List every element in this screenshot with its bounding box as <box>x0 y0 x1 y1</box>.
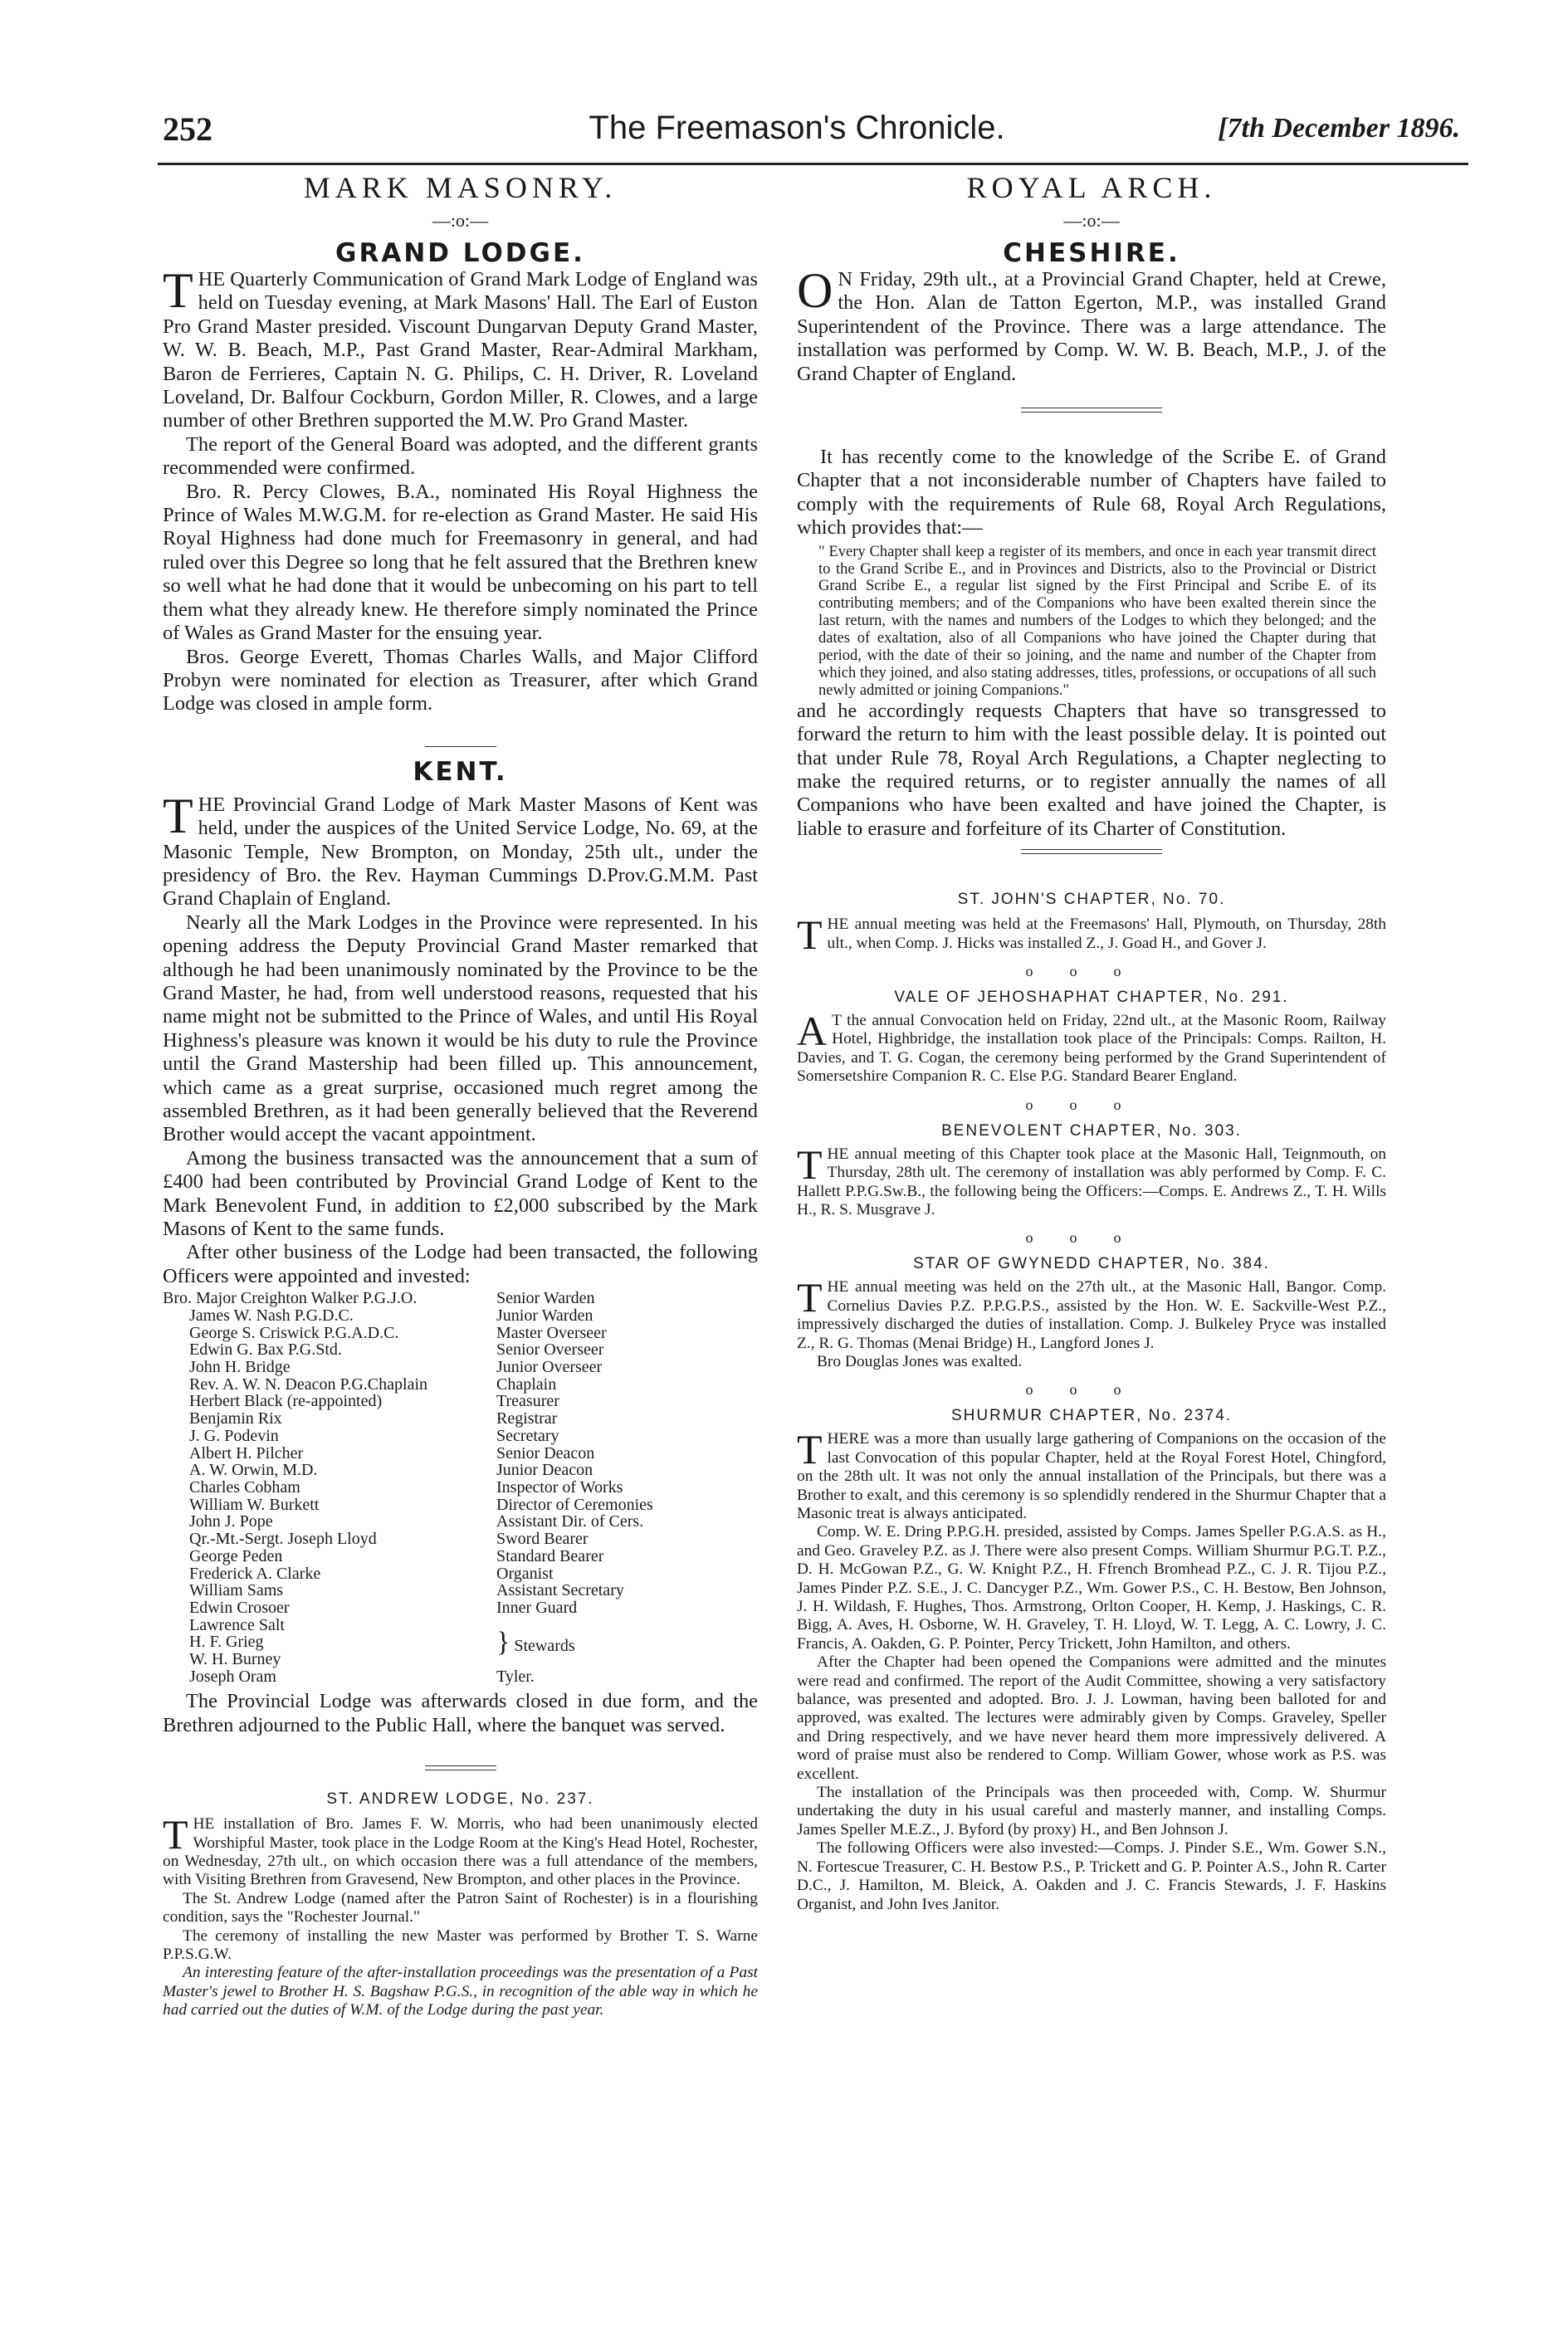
officers-table <box>163 1290 653 1685</box>
officer-name: George S. Criswick P.G.A.D.C. <box>189 1323 399 1342</box>
brace-glyph: } <box>496 1626 510 1658</box>
separator-ooo: ooo <box>1025 1096 1158 1113</box>
heading-st-johns-chapter: ST. JOHN'S CHAPTER, No. 70. <box>957 891 1226 909</box>
grand-lodge-para-1: THE Quarterly Communication of Grand Mark Lodge of England was held on Tuesday evening, at Mark Masons' Hall. The Earl of Euston Pro Grand Master presided. Viscount Dungarvan Deputy Grand Master, W. W. B. Beach, M.P., Past Grand Master, Rear-Admiral Markham, Baron de Ferrieres, Captain N. G. Philips, C. H. Driver, R. Loveland Loveland, Dr. Balfour Cockburn, Gordon Miller, R. Clowes, and a large number of other Brethren supported the M.W. Pro Grand Master. <box>163 263 758 432</box>
officer-name: William Sams <box>189 1581 284 1600</box>
officer-office: Senior Deacon <box>496 1443 595 1462</box>
officer-office: Standard Bearer <box>496 1546 604 1565</box>
officer-office: Treasurer <box>496 1392 559 1411</box>
right-column <box>797 170 1386 1914</box>
gwynedd-para-1: THE annual meeting was held on the 27th ult., at the Masonic Hall, Bangor. Comp. Cornelius Davies P.Z. P.P.G.P.S., assisted by the Hon. W. E. Sackville-West P.Z., impressively discharged the duties of installation. Comp. J. Bulkeley Pryce was installed Z., R. G. Thomas (Menai Bridge) H., Langford Jones J. <box>797 1274 1386 1352</box>
officer-name: Edwin G. Bax P.G.Std. <box>189 1340 342 1360</box>
officer-name: Frederick A. Clarke <box>189 1564 321 1583</box>
drop-cap: T <box>797 1140 823 1188</box>
officer-office: Senior Overseer <box>496 1340 604 1360</box>
officer-office: Organist <box>496 1564 554 1583</box>
steward-office: Stewards <box>514 1636 575 1655</box>
officer-office: Junior Warden <box>496 1306 593 1325</box>
officer-name: Rev. A. W. N. Deacon P.G.Chaplain <box>189 1375 428 1394</box>
kent-para-2: Nearly all the Mark Lodges in the Province were represented. In his opening address the Deputy Provincial Grand Master remarked that although he had been unanimously nominated by the Province to be the Grand Master, he had, from well understood reasons, requested that his name might not be submitted to the Prince of Wales, and until His Royal Highness's pleasure was known it would be his duty to rule the Province until the Grand Mastership had been filled up. This announcement, which came as a great surprise, occasioned much regret among the assembled Brethren, as it had been generally believed that the Reverend Brother would accept the vacant appointment. <box>163 911 758 1146</box>
officer-office: Senior Warden <box>496 1289 595 1308</box>
heading-shurmur-chapter: SHURMUR CHAPTER, No. 2374. <box>950 1407 1233 1425</box>
officer-name: Joseph Oram <box>189 1667 276 1686</box>
steward-name: W. H. Burney <box>189 1650 281 1669</box>
officer-name: A. W. Orwin, M.D. <box>189 1461 318 1480</box>
officer-office: Junior Deacon <box>496 1461 593 1480</box>
officer-office: Registrar <box>496 1409 558 1428</box>
drop-cap: T <box>163 788 193 843</box>
officer-office: Director of Ceremonies <box>496 1495 653 1514</box>
officer-name: Benjamin Rix <box>189 1409 282 1428</box>
shurmur-para-1: THERE was a more than usually large gathering of Companions on the occasion of the last Convocation of this popular Chapter, held at the Royal Forest Hotel, Chingford, on the 28th ult. It was not only the annual installation of the Principals, but there was a Brother to exalt, and this ceremony is so splendidly rendered in the Shurmur Chapter that a Masonic treat is always anticipated. <box>797 1426 1386 1522</box>
shurmur-para-5: The following Officers were also invested:—Comps. J. Pinder S.E., Wm. Gower S.N., N. Fortescue Treasurer, C. H. Bestow P.S., P. Trickett and G. P. Pointer A.S., John R. Carter D.C., J. Hamilton, M. Bleick, A. Oakden and J. C. Francis Stewards, J. F. Haskins Organist, and John Ives Janitor. <box>797 1839 1386 1913</box>
officer-name: Herbert Black (re-appointed) <box>189 1392 383 1411</box>
divider-rule <box>1021 849 1162 854</box>
officers-row-stewards <box>163 1617 653 1668</box>
officers-row <box>163 1531 653 1548</box>
section-divider: —:o:— <box>1063 210 1120 231</box>
officers-row <box>163 1565 653 1583</box>
officers-row <box>163 1599 653 1617</box>
officer-name: Albert H. Pilcher <box>189 1443 304 1462</box>
heading-star-of-gwynedd: STAR OF GWYNEDD CHAPTER, No. 384. <box>913 1255 1270 1273</box>
heading-grand-lodge: GRAND LODGE. <box>335 238 585 268</box>
rule-68-quote: " Every Chapter shall keep a register of its members, and once in each year transmit direct to the Grand Scribe E., and in Provinces and Districts, also to the Provincial or District Grand Scribe E., a regular list signed by the First Principal and Scribe E. of its contributing members; and of the Companions who have been exalted therein since the last return, with the names and numbers of the Lodges to which they belonged; and the dates of exaltation, also of all Companions who have joined the Chapter during that period, with the date of their so joining, and the name and number of the Chapter from which they joined, and also stating addresses, titles, professions, or occupations of all such newly admitted or joining Companions." <box>818 543 1376 699</box>
heading-kent: KENT. <box>413 756 508 787</box>
separator-ooo: ooo <box>1025 1229 1158 1247</box>
officer-office: Tyler. <box>496 1667 535 1686</box>
officer-name: John J. Pope <box>189 1512 273 1531</box>
officers-row <box>163 1325 653 1342</box>
grand-lodge-para-2: The report of the General Board was adopted, and the different grants recommended were confirmed. <box>163 432 758 480</box>
officers-row-tyler <box>163 1668 653 1686</box>
officer-office: Inner Guard <box>496 1598 578 1617</box>
drop-cap: T <box>163 263 193 318</box>
officer-name: George Peden <box>189 1546 283 1565</box>
grand-lodge-para-3: Bro. R. Percy Clowes, B.A., nominated His Royal Highness the Prince of Wales M.W.G.M. for re-election as Grand Master. He said His Royal Highness had done much for Freemasonry in general, and had ruled over this Degree so long that he felt assured that the Brethren knew so well what he had done that it would be unbecoming on his part to tell them what they already knew. He therefore simply nominated the Prince of Wales as Grand Master for the ensuing year. <box>163 480 758 645</box>
st-john-para-1: THE annual meeting was held at the Freemasons' Hall, Plymouth, on Thursday, 28th ult., when Comp. J. Hicks was installed Z., J. Goad H., and Gover J. <box>797 911 1386 959</box>
officers-row <box>163 1290 653 1307</box>
steward-name: Lawrence Salt <box>189 1615 285 1634</box>
heading-st-andrew: ST. ANDREW LODGE, No. 237. <box>326 1790 594 1809</box>
kent-para-1: THE Provincial Grand Lodge of Mark Master Masons of Kent was held, under the auspices of the United Service Lodge, No. 69, at the Masonic Temple, New Brompton, on Monday, 25th ult., under the presidency of Bro. the Rev. Hayman Cummings D.Prov.G.M.M. Past Grand Chaplain of England. <box>163 788 758 911</box>
section-title-royal-arch: ROYAL ARCH. <box>966 171 1217 204</box>
officers-row <box>163 1462 653 1479</box>
drop-cap: T <box>797 1274 823 1321</box>
shurmur-para-4: The installation of the Principals was then proceeded with, Comp. W. Shurmur undertaking the duty in his usual careful and masterly manner, and installing Comps. James Speller M.E.Z., J. Byford (by proxy) H., and Ben Johnson J. <box>797 1784 1386 1838</box>
officer-office: Assistant Secretary <box>496 1581 624 1600</box>
officer-office: Inspector of Works <box>496 1477 623 1497</box>
shurmur-para-3: After the Chapter had been opened the Companions were admitted and the minutes were read and confirmed. The report of the Audit Committee, showing a very satisfactory balance, was presented and adopted. Bro. J. J. Lowman, having been balloted for and approved, was exalted. The lectures were admirably given by Comps. Graveley, Speller and Dring respectively, and we have never heard them more impressively delivered. A word of praise must also be rendered to Comp. William Gower, whose work as P.S. was excellent. <box>797 1653 1386 1783</box>
divider-rule <box>425 746 496 747</box>
officer-name: John H. Bridge <box>189 1358 291 1377</box>
officers-row <box>163 1376 653 1394</box>
drop-cap: O <box>797 263 833 318</box>
shurmur-para-2: Comp. W. E. Dring P.P.G.H. presided, assisted by Comps. James Speller P.G.A.S. as H., and Geo. Graveley P.Z. as J. There were also present Comps. William Shurmur P.G.T. P.Z., D. H. McGowan P.Z., G. W. Knight P.Z., H. Ffrench Bromhead P.Z., C. J. R. Tijou P.Z., James Pinder P.Z. S.E., J. C. Dancyger P.Z., Wm. Gower P.S., C. H. Bestow, Ben Johnson, J. H. Wildash, F. Hughes, Thos. Armstrong, Orlton Cooper, H. Kemp, J. Haskings, C. R. Bigg, A. Aves, H. Osborne, W. H. Graveley, T. H. Lloyd, W. T. Legg, A. C. Lowry, J. C. Francis, A. Oakden, G. P. Pointer, Percy Trickett, John Hamilton, and others. <box>797 1523 1386 1653</box>
officers-row <box>163 1445 653 1462</box>
officer-office: Assistant Dir. of Cers. <box>496 1512 644 1531</box>
kent-para-4: After other business of the Lodge had been transacted, the following Officers were appointed and invested: <box>163 1241 758 1287</box>
drop-cap: T <box>797 1426 823 1473</box>
officers-row <box>163 1479 653 1497</box>
officer-name: J. G. Podevin <box>189 1426 279 1445</box>
section-divider: —:o:— <box>432 210 489 231</box>
vale-para-1: A T the annual Convocation held on Friday, 22nd ult., at the Masonic Room, Railway Hotel, Highbridge, the installation took place of the Principals: Comps. Railton, H. Davies, and T. G. Cogan, the ceremony being performed by the Grand Superintendent of Somersetshire Companion R. C. Else P.G. Standard Bearer England. <box>797 1008 1386 1086</box>
heading-benevolent-chapter: BENEVOLENT CHAPTER, No. 303. <box>941 1121 1242 1140</box>
divider-rule <box>1021 408 1162 413</box>
st-andrew-para-3: The ceremony of installing the new Master was performed by Brother T. S. Warne P.P.S.G.W. <box>163 1926 758 1964</box>
benevolent-para-1: THE annual meeting of this Chapter took place at the Masonic Hall, Teignmouth, on Thursday, 28th ult. The ceremony of installation was ably performed by Comp. F. C. Hallett P.P.G.Sw.B., the following being the Officers:—Comps. E. Andrews Z., T. H. Wills H., R. S. Musgrave J. <box>797 1140 1386 1218</box>
officers-row <box>163 1359 653 1376</box>
heading-vale-of-jehoshaphat: VALE OF JEHOSHAPHAT CHAPTER, No. 291. <box>894 989 1289 1007</box>
officer-office: Junior Overseer <box>496 1358 603 1377</box>
drop-cap: T <box>797 911 823 959</box>
page-header <box>0 110 1568 159</box>
gwynedd-para-2: Bro Douglas Jones was exalted. <box>817 1352 1023 1370</box>
officers-row <box>163 1428 653 1445</box>
officer-office: Secretary <box>496 1426 559 1445</box>
officers-row <box>163 1341 653 1359</box>
scribe-para-1: It has recently come to the knowledge of the Scribe E. of Grand Chapter that a not inconsiderable number of Chapters have failed to comply with the requirements of Rule 68, Royal Arch Regulations, which provides that:— <box>797 446 1386 540</box>
kent-para-5: The Provincial Lodge was afterwards closed in due form, and the Brethren adjourned to the Public Hall, where the banquet was served. <box>163 1690 758 1736</box>
officer-name: Edwin Crosoer <box>189 1598 290 1617</box>
grand-lodge-para-4: Bros. George Everett, Thomas Charles Walls, and Major Clifford Probyn were nominated for election as Treasurer, after which Grand Lodge was closed in ample form. <box>163 645 758 715</box>
officer-name: James W. Nash P.G.D.C. <box>189 1306 354 1325</box>
officer-name: Qr.-Mt.-Sergt. Joseph Lloyd <box>189 1530 377 1549</box>
header-rule <box>158 163 1468 165</box>
issue-date: [7th December 1896. <box>1218 113 1460 144</box>
cheshire-para-1: O N Friday, 29th ult., at a Provincial Grand Chapter, held at Crewe, the Hon. Alan de Tatton Egerton, M.P., was installed Grand Superintendent of the Province. There was a large attendance. The installation was performed by Comp. W. W. B. Beach, M.P., J. of the Grand Chapter of England. <box>797 263 1386 385</box>
officer-name: Bro. Major Creighton Walker P.G.J.O. <box>163 1289 418 1308</box>
officers-row <box>163 1497 653 1514</box>
st-andrew-para-1: THE installation of Bro. James F. W. Morris, who had been unanimously elected Worshipful Master, took place in the Lodge Room at the King's Head Hotel, Rochester, on Wednesday, 27th ult., on which occasion there was a full attendance of the members, with Visiting Brethren from Gravesend, New Brompton, and other places in the Province. <box>163 1811 758 1889</box>
left-column <box>163 170 758 2020</box>
publication-title: The Freemason's Chronicle. <box>589 110 1005 146</box>
officer-office: Sword Bearer <box>496 1530 589 1549</box>
steward-name: H. F. Grieg <box>189 1633 264 1652</box>
officer-office: Master Overseer <box>496 1323 607 1342</box>
officer-name: Charles Cobham <box>189 1477 300 1497</box>
drop-cap: T <box>163 1811 188 1858</box>
separator-ooo: ooo <box>1025 963 1158 980</box>
officers-row <box>163 1513 653 1531</box>
officers-row <box>163 1410 653 1428</box>
officers-row <box>163 1548 653 1565</box>
kent-para-3: Among the business transacted was the announcement that a sum of £400 had been contributed by Provincial Grand Lodge of Kent to the Mark Benevolent Fund, in addition to £2,000 subscribed by the Mark Masons of Kent to the same funds. <box>163 1146 758 1241</box>
st-andrew-para-2: The St. Andrew Lodge (named after the Patron Saint of Rochester) is in a flourishing condition, says the "Rochester Journal." <box>163 1889 758 1926</box>
st-andrew-para-4: An interesting feature of the after-installation proceedings was the presentation of a Past Master's jewel to Brother H. S. Bagshaw P.G.S., in recognition of the able way in which he had carried out the duties of W.M. of the Lodge during the past year. <box>163 1964 758 2019</box>
officers-row <box>163 1582 653 1599</box>
divider-rule <box>425 1765 496 1770</box>
officer-name: William W. Burkett <box>189 1495 320 1514</box>
scribe-para-2: and he accordingly requests Chapters that have so transgressed to forward the return to him with the least possible delay. It is pointed out that under Rule 78, Royal Arch Regulations, a Chapter neglecting to make the required returns, or to register annually the names of all Companions who have been exalted and have joined the Chapter, is liable to erasure and forfeiture of its Charter of Constitution. <box>797 699 1386 840</box>
officers-row <box>163 1393 653 1410</box>
separator-ooo: ooo <box>1025 1381 1158 1399</box>
section-title-mark-masonry: MARK MASONRY. <box>303 171 618 204</box>
officer-office: Chaplain <box>496 1375 557 1394</box>
drop-cap: A <box>797 1008 828 1055</box>
officers-row <box>163 1307 653 1325</box>
page-number: 252 <box>163 110 212 148</box>
heading-cheshire: CHESHIRE. <box>1003 238 1180 268</box>
